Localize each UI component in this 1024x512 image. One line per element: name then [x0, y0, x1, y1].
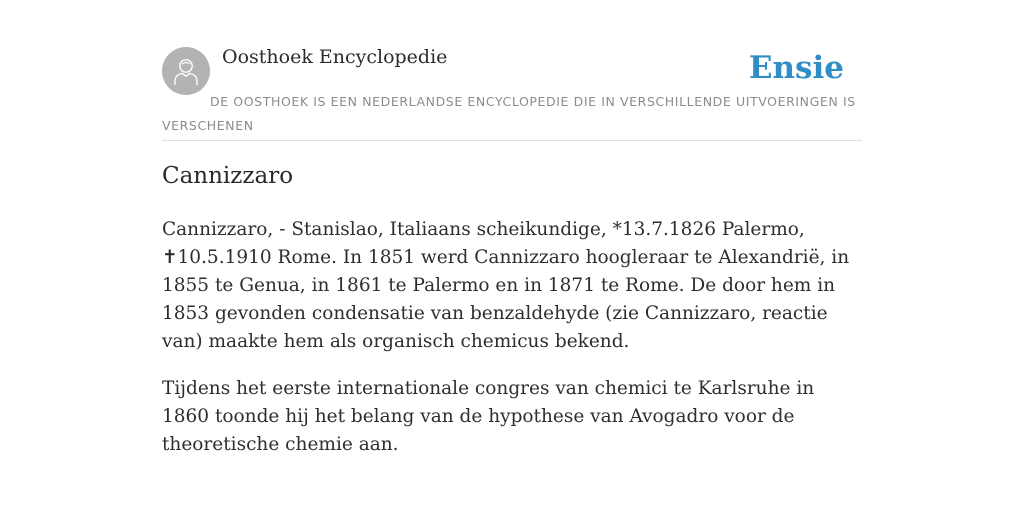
- article-body: [162, 216, 862, 478]
- avatar[interactable]: [162, 47, 210, 95]
- site-header: [162, 0, 862, 141]
- article-title: Cannizzaro: [162, 163, 294, 189]
- ensie-logo[interactable]: Ensie: [748, 50, 844, 86]
- site-name-link[interactable]: Oosthoek Encyclopedie: [222, 46, 448, 68]
- article-paragraph: Cannizzaro, - Stanislao, Italiaans scheikundige, *13.7.1826 Palermo, ✝10.5.1910 Rome. In 1851 werd Cannizzaro hoogleraar te Alexandrië, in 1855 te Genua, in 1861 te Palermo en in 1871 te Rome. De door hem in 1853 gevonden condensatie van benzaldehyde (zie Cannizzaro, reactie van) maakte hem als organisch chemicus bekend.: [162, 219, 850, 352]
- page-container: [162, 0, 862, 455]
- article-paragraph: Tijdens het eerste internationale congres van chemici te Karlsruhe in 1860 toonde hij het belang van de hypothese van Avogadro voor de theoretische chemie aan.: [162, 378, 815, 455]
- user-icon: [172, 56, 200, 86]
- site-description: DE OOSTHOEK IS EEN NEDERLANDSE ENCYCLOPEDIE DIE IN VERSCHILLENDE UITVOERINGEN IS VERSCHENEN: [162, 94, 856, 133]
